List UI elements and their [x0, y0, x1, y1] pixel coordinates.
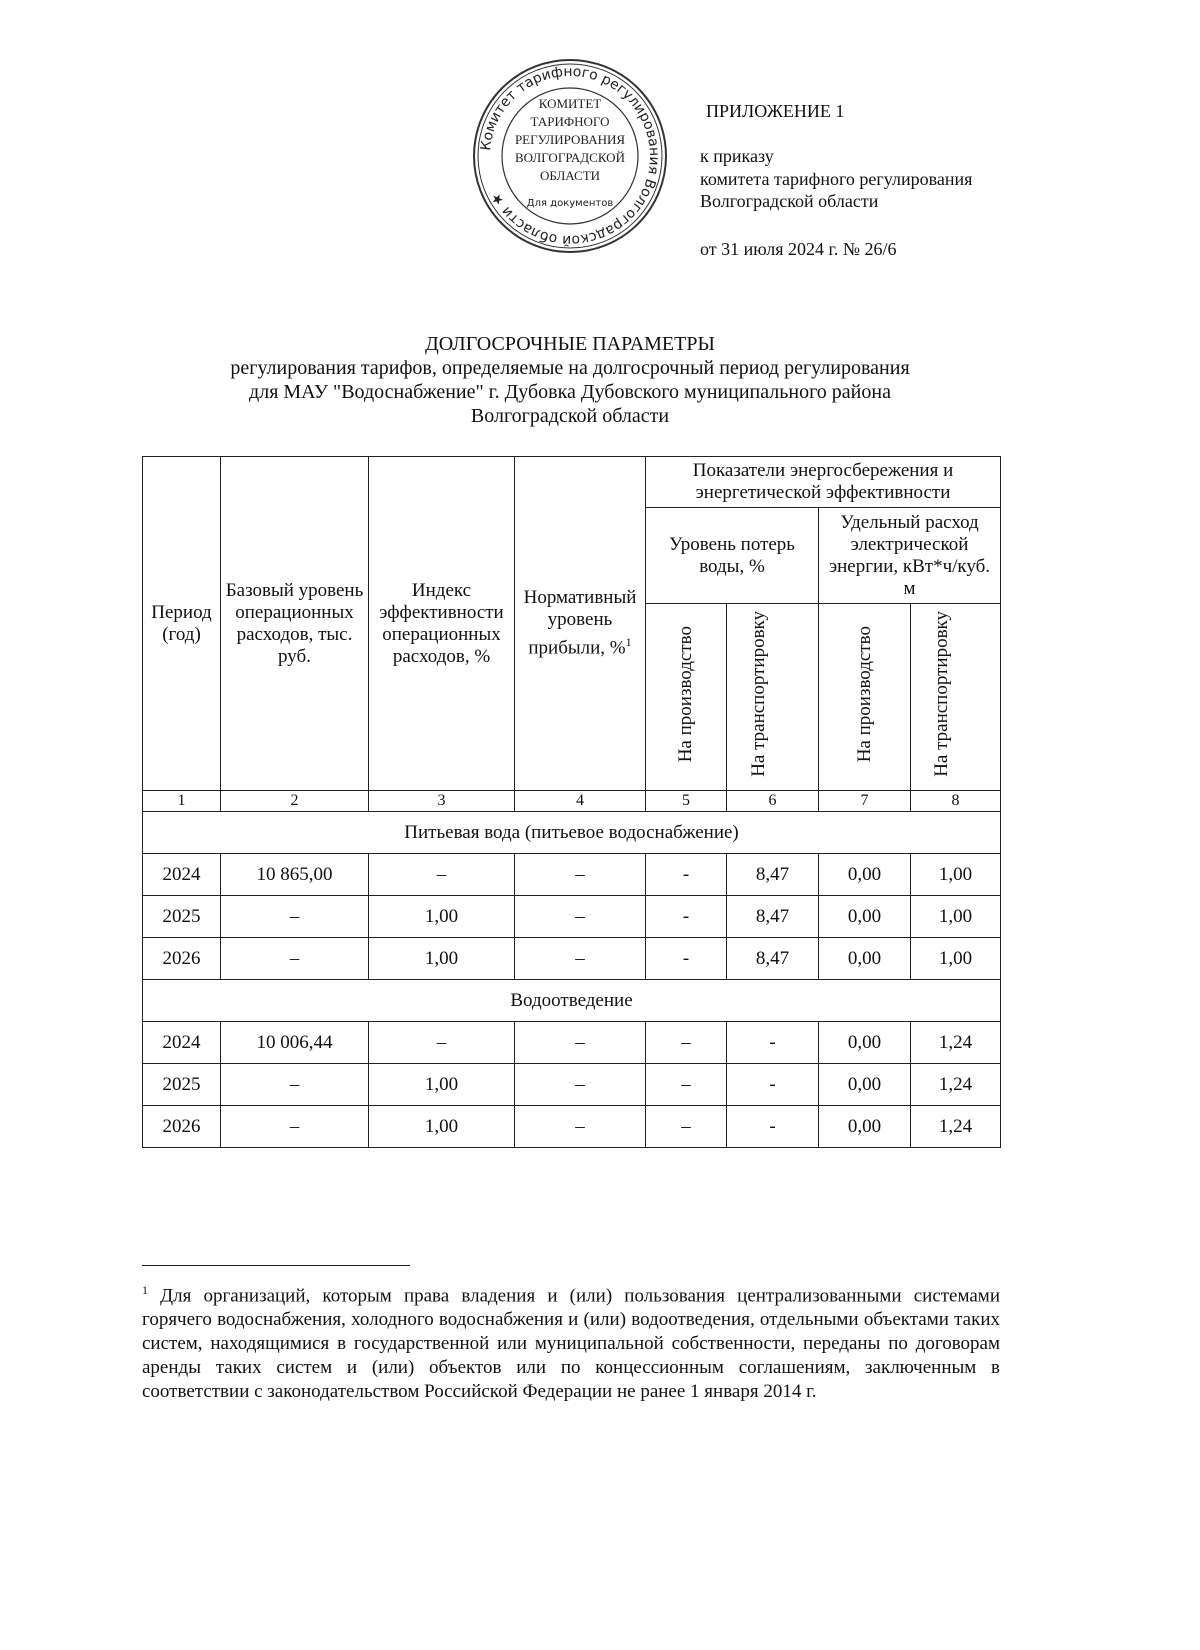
header-energy-group: Показатели энергосбережения и энергетической эффективности [646, 457, 1001, 508]
column-number: 7 [819, 791, 911, 812]
section-title: Водоотведение [143, 980, 1001, 1022]
footnote-mark: 1 [142, 1283, 148, 1297]
table-cell: 1,00 [369, 1106, 515, 1148]
header-electricity: Удельный расход электрической энергии, кВт*ч/куб. м [819, 508, 1001, 604]
table-cell: 2025 [143, 896, 221, 938]
column-number: 6 [727, 791, 819, 812]
header-elec-transport [911, 604, 1001, 791]
vertical-label: На транспортировку [930, 611, 952, 777]
svg-text:РЕГУЛИРОВАНИЯ: РЕГУЛИРОВАНИЯ [514, 132, 626, 147]
table-cell: - [727, 1022, 819, 1064]
region-label: Волгоградской области [700, 191, 879, 211]
table-row [143, 896, 1001, 938]
header-base-level: Базовый уровень операционных расходов, тыс. руб. [221, 457, 369, 791]
title-line: регулирования тарифов, определяемые на долгосрочный период регулирования [230, 357, 910, 379]
table-cell: – [221, 896, 369, 938]
table-cell: – [221, 938, 369, 980]
header-efficiency-index: Индекс эффективности операционных расходов, % [369, 457, 515, 791]
title-line: для МАУ "Водоснабжение" г. Дубовка Дубовского муниципального района [249, 381, 891, 403]
table-cell: 2026 [143, 1106, 221, 1148]
footnote-ref: 1 [625, 635, 632, 650]
column-number: 4 [515, 791, 646, 812]
table-cell: - [646, 938, 727, 980]
table-cell: - [646, 896, 727, 938]
table-cell: – [515, 854, 646, 896]
table-cell: 1,24 [911, 1022, 1001, 1064]
header-loss-production [646, 604, 727, 791]
section-title: Питьевая вода (питьевое водоснабжение) [143, 812, 1001, 854]
title-line: Волгоградской области [470, 405, 670, 427]
table-cell: 10 865,00 [221, 854, 369, 896]
column-number: 5 [646, 791, 727, 812]
column-number: 1 [143, 791, 221, 812]
table-row [143, 854, 1001, 896]
table-cell: 2024 [143, 854, 221, 896]
table-cell: 2024 [143, 1022, 221, 1064]
order-date-number: от 31 июля 2024 г. № 26/6 [700, 239, 897, 259]
table-cell: 0,00 [819, 854, 911, 896]
table-cell: 8,47 [727, 896, 819, 938]
table-cell: - [727, 1106, 819, 1148]
table-cell: – [515, 938, 646, 980]
table-cell: 8,47 [727, 854, 819, 896]
header-elec-production [819, 604, 911, 791]
table-row [143, 1064, 1001, 1106]
table-cell: – [646, 1106, 727, 1148]
table-cell: 1,24 [911, 1106, 1001, 1148]
table-cell: 0,00 [819, 896, 911, 938]
column-number: 3 [369, 791, 515, 812]
table-cell: – [369, 854, 515, 896]
table-cell: 1,00 [369, 938, 515, 980]
table-cell: - [727, 1064, 819, 1106]
table-cell: 10 006,44 [221, 1022, 369, 1064]
table-cell: 1,24 [911, 1064, 1001, 1106]
table-cell: 0,00 [819, 1064, 911, 1106]
table-cell: - [646, 854, 727, 896]
table-cell: 0,00 [819, 1022, 911, 1064]
table-cell: – [515, 896, 646, 938]
table-cell: 2026 [143, 938, 221, 980]
appendix-label: ПРИЛОЖЕНИЕ 1 [706, 101, 845, 121]
table-cell: – [515, 1106, 646, 1148]
table-row [143, 938, 1001, 980]
svg-text:ОБЛАСТИ: ОБЛАСТИ [539, 168, 601, 183]
svg-text:ТАРИФНОГО: ТАРИФНОГО [530, 114, 610, 129]
order-label: к приказу [700, 146, 774, 166]
table-cell: 8,47 [727, 938, 819, 980]
table-cell: 1,00 [369, 896, 515, 938]
header-period: Период (год) [143, 457, 221, 791]
table-cell: – [221, 1106, 369, 1148]
table-cell: 1,00 [369, 1064, 515, 1106]
table-cell: – [221, 1064, 369, 1106]
header-water-loss: Уровень потерь воды, % [646, 508, 819, 604]
footnote-text: Для организаций, которым права владения и (или) пользования централизованными системами горячего водоснабжения, холодного водоснабжения и (или) водоотведения, отдельными объектами таких систем, находящимися в государственной или муниципальной собственности, переданы по договорам аренды таких систем и (или) объектов или по концессионным соглашениям, заключенным в соответствии с законодательством Российской Федерации не ранее 1 января 2014 г. [142, 1285, 1001, 1403]
table-cell: 1,00 [911, 938, 1001, 980]
header-profit-level [515, 457, 646, 791]
svg-text:ВОЛГОГРАДСКОЙ: ВОЛГОГРАДСКОЙ [515, 150, 625, 165]
table-row [143, 1022, 1001, 1064]
table-cell: – [369, 1022, 515, 1064]
footnote-divider [142, 1265, 410, 1266]
column-number: 2 [221, 791, 369, 812]
header-loss-transport [727, 604, 819, 791]
vertical-label: На транспортировку [747, 611, 769, 777]
header-profit-text: Нормативный уровень прибыли, % [523, 587, 637, 659]
table-cell: 0,00 [819, 938, 911, 980]
parameters-table [142, 456, 1001, 1148]
table-cell: 0,00 [819, 1106, 911, 1148]
table-cell: 1,00 [911, 896, 1001, 938]
footnote [142, 1278, 1000, 1404]
document-title [0, 332, 1140, 428]
title-line: ДОЛГОСРОЧНЫЕ ПАРАМЕТРЫ [425, 333, 715, 355]
table-cell: 2025 [143, 1064, 221, 1106]
table-cell: – [646, 1022, 727, 1064]
section-row [143, 980, 1001, 1022]
svg-text:КОМИТЕТ: КОМИТЕТ [538, 96, 602, 111]
section-row [143, 812, 1001, 854]
table-cell: – [515, 1022, 646, 1064]
table-cell: – [515, 1064, 646, 1106]
svg-text:Для документов: Для документов [526, 198, 614, 209]
committee-label: комитета тарифного регулирования [700, 169, 973, 189]
vertical-label: На производство [853, 625, 875, 763]
column-number: 8 [911, 791, 1001, 812]
table-cell: – [646, 1064, 727, 1106]
table-row [143, 1106, 1001, 1148]
svg-text:Комитет тарифного регулировани: Комитет тарифного регулирования Волгоградской области ★ [478, 63, 663, 249]
table-cell: 1,00 [911, 854, 1001, 896]
vertical-label: На производство [675, 625, 696, 763]
official-stamp [470, 56, 670, 256]
column-numbers-row [143, 791, 1001, 812]
